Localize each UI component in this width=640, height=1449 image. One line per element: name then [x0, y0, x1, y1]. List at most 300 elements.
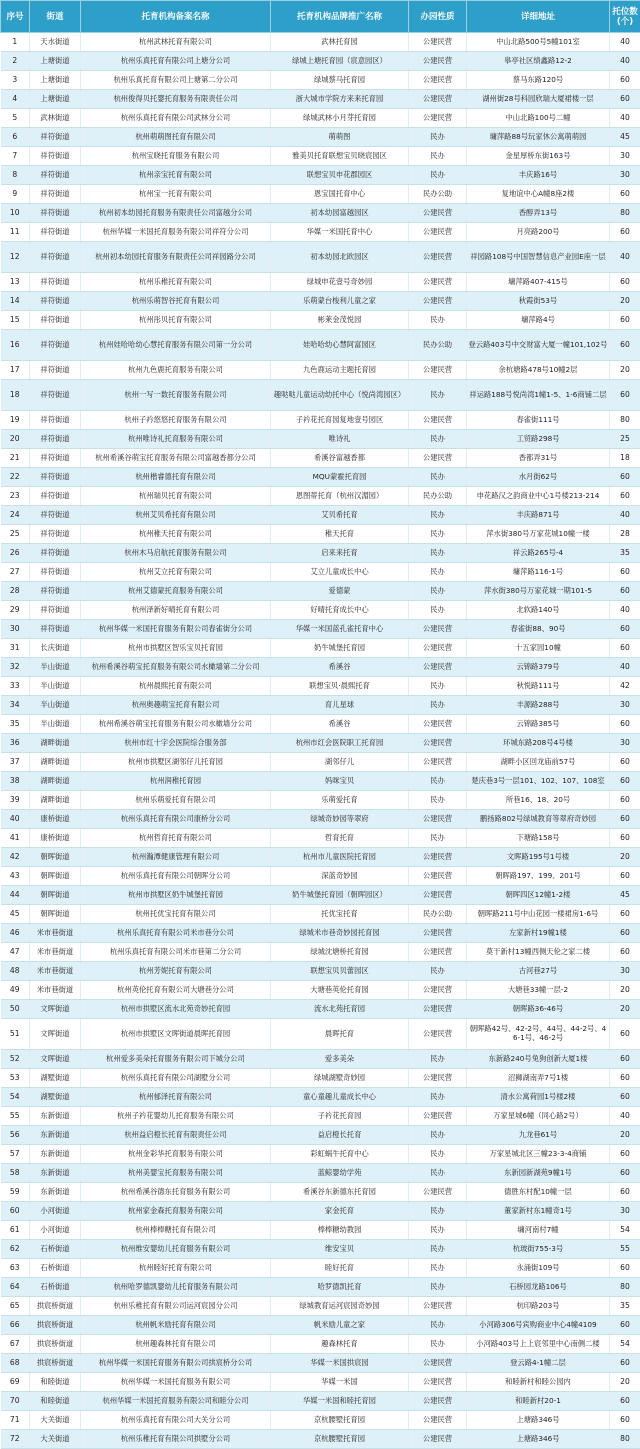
- cell-nature: 民办: [409, 1316, 467, 1335]
- cell-brand-name: 初本幼园北欧园区: [271, 242, 409, 273]
- cell-org-name: 杭州润稚托育园: [81, 772, 271, 791]
- cell-brand-name: 爱多美朵: [271, 1050, 409, 1069]
- table-row: [1, 1430, 640, 1449]
- table-row: [1, 1107, 640, 1126]
- cell-capacity: 60: [610, 273, 640, 292]
- header-nature: 办园性质: [409, 1, 467, 33]
- cell-org-name: 杭州希溪谷萌宝托育服务有限公司富越香都分公司: [81, 449, 271, 468]
- cell-nature: 公建民营: [409, 810, 467, 829]
- cell-nature: 公建民营: [409, 411, 467, 430]
- cell-address: 杭玻街755-3号: [467, 1240, 610, 1259]
- cell-street: 东新街道: [30, 1145, 81, 1164]
- table-row: [1, 292, 640, 311]
- table-row: [1, 90, 640, 109]
- cell-seq: 57: [1, 1145, 30, 1164]
- cell-brand-name: 乐萌爱托育: [271, 791, 409, 810]
- cell-capacity: 60: [610, 867, 640, 886]
- cell-nature: 公建民营: [409, 292, 467, 311]
- cell-address: 登云路4-1幢二层: [467, 1354, 610, 1373]
- cell-nature: 公建民营: [409, 981, 467, 1000]
- cell-org-name: 杭州华媒一米国托育服务有限公司: [81, 1373, 271, 1392]
- cell-seq: 27: [1, 563, 30, 582]
- cell-street: 康桥街道: [30, 829, 81, 848]
- cell-brand-name: 大塘巷英伦托育园: [271, 981, 409, 1000]
- table-row: [1, 128, 640, 147]
- cell-nature: 公建民营: [409, 52, 467, 71]
- cell-capacity: 60: [610, 1316, 640, 1335]
- cell-org-name: 杭州芳妮托育有限公司: [81, 962, 271, 981]
- cell-address: 德胜东村配10幢一层: [467, 1183, 610, 1202]
- cell-nature: 公建民营: [409, 1354, 467, 1373]
- cell-brand-name: 华媒一米国和睦托育园: [271, 1392, 409, 1411]
- cell-org-name: 杭州子衿花婴幼儿托育服务有限公司: [81, 1107, 271, 1126]
- cell-address: 上塘路346号: [467, 1430, 610, 1449]
- cell-capacity: 45: [610, 886, 640, 905]
- table-row: [1, 1126, 640, 1145]
- table-row: [1, 223, 640, 242]
- cell-street: 祥符街道: [30, 620, 81, 639]
- table-row: [1, 1354, 640, 1373]
- cell-nature: 公建民营: [409, 204, 467, 223]
- cell-nature: 公建民营: [409, 620, 467, 639]
- cell-seq: 25: [1, 525, 30, 544]
- cell-address: 皋亭社区绩鑫路12-2: [467, 52, 610, 71]
- cell-brand-name: 托优宝托育: [271, 905, 409, 924]
- cell-capacity: 30: [610, 734, 640, 753]
- cell-street: 祥符街道: [30, 242, 81, 273]
- table-row: [1, 962, 640, 981]
- cell-nature: 民办公助: [409, 330, 467, 361]
- cell-brand-name: 希溪谷: [271, 658, 409, 677]
- cell-org-name: 杭州宝一托育有限公司: [81, 185, 271, 204]
- cell-org-name: 杭州亲宝托育有限公司: [81, 166, 271, 185]
- cell-street: 康桥街道: [30, 810, 81, 829]
- cell-nature: 民办: [409, 1240, 467, 1259]
- cell-seq: 62: [1, 1240, 30, 1259]
- cell-nature: 民办: [409, 166, 467, 185]
- cell-seq: 53: [1, 1069, 30, 1088]
- cell-org-name: 杭州乐稚托育有限公司运河宸园分公司: [81, 1297, 271, 1316]
- header-street: 街道: [30, 1, 81, 33]
- cell-street: 祥符街道: [30, 506, 81, 525]
- cell-address: 环城东路208号4号楼: [467, 734, 610, 753]
- cell-address: 祥园路108号中国智慧信息产业园E座一层: [467, 242, 610, 273]
- cell-nature: 民办: [409, 525, 467, 544]
- cell-address: 和睦新村20-1: [467, 1392, 610, 1411]
- cell-nature: 公建民营: [409, 449, 467, 468]
- table-row: [1, 71, 640, 90]
- cell-org-name: 杭州乐萌爱托育有限公司: [81, 791, 271, 810]
- cell-brand-name: 绿城武林小月芽托育园: [271, 109, 409, 128]
- cell-capacity: 60: [610, 1411, 640, 1430]
- cell-seq: 48: [1, 962, 30, 981]
- cell-address: 石桥园龙路106号: [467, 1278, 610, 1297]
- cell-nature: 民办: [409, 1221, 467, 1240]
- cell-nature: 公建民营: [409, 715, 467, 734]
- cell-org-name: 杭州瑞贝托育有限公司: [81, 487, 271, 506]
- cell-org-name: 杭州金彩华托育服务有限公司: [81, 1145, 271, 1164]
- cell-nature: 公建民营: [409, 886, 467, 905]
- cell-seq: 16: [1, 330, 30, 361]
- cell-street: 祥符街道: [30, 311, 81, 330]
- cell-capacity: 30: [610, 696, 640, 715]
- cell-street: 祥符街道: [30, 273, 81, 292]
- cell-capacity: 60: [610, 1259, 640, 1278]
- cell-street: 朝晖街道: [30, 886, 81, 905]
- table-row: [1, 109, 640, 128]
- cell-nature: 民办: [409, 1050, 467, 1069]
- cell-capacity: 60: [610, 1069, 640, 1088]
- cell-seq: 45: [1, 905, 30, 924]
- cell-street: 朝晖街道: [30, 848, 81, 867]
- cell-capacity: 60: [610, 311, 640, 330]
- cell-capacity: 20: [610, 848, 640, 867]
- cell-seq: 51: [1, 1019, 30, 1050]
- cell-seq: 64: [1, 1278, 30, 1297]
- cell-nature: 公建民营: [409, 867, 467, 886]
- table-row: [1, 411, 640, 430]
- cell-street: 武林街道: [30, 109, 81, 128]
- cell-seq: 35: [1, 715, 30, 734]
- cell-capacity: 60: [610, 620, 640, 639]
- cell-nature: 民办: [409, 1126, 467, 1145]
- cell-seq: 14: [1, 292, 30, 311]
- table-row: [1, 525, 640, 544]
- cell-nature: 民办: [409, 1088, 467, 1107]
- cell-brand-name: 稚天托育: [271, 525, 409, 544]
- cell-org-name: 杭州乐萌智谷托育有限公司: [81, 292, 271, 311]
- cell-capacity: 20: [610, 1373, 640, 1392]
- cell-capacity: 60: [610, 185, 640, 204]
- cell-street: 湖畔街道: [30, 753, 81, 772]
- cell-brand-name: 希溪谷东新德东托育园: [271, 1183, 409, 1202]
- cell-street: 朝晖街道: [30, 905, 81, 924]
- cell-brand-name: 子衿花托育园: [271, 1107, 409, 1126]
- cell-brand-name: 联想宝贝·晨熙托育: [271, 677, 409, 696]
- cell-nature: 公建民营: [409, 1411, 467, 1430]
- cell-nature: 民办: [409, 791, 467, 810]
- cell-seq: 42: [1, 848, 30, 867]
- cell-brand-name: 绿城米市巷奇妙园托育园: [271, 924, 409, 943]
- cell-brand-name: 艾贝希托育: [271, 506, 409, 525]
- cell-capacity: 60: [610, 772, 640, 791]
- cell-address: 中山北路100号二幢: [467, 109, 610, 128]
- cell-org-name: 杭州希溪谷萌宝托育服务有限公司水橄墙第二分公司: [81, 658, 271, 677]
- cell-address: 工贸路298号: [467, 430, 610, 449]
- cell-street: 祥符街道: [30, 147, 81, 166]
- table-row: [1, 867, 640, 886]
- cell-org-name: 杭州希溪谷萌宝托育服务有限公司水橄墙分公司: [81, 715, 271, 734]
- cell-org-name: 杭州帆米励托育有限公司: [81, 1316, 271, 1335]
- cell-capacity: 20: [610, 981, 640, 1000]
- cell-capacity: 54: [610, 1335, 640, 1354]
- cell-street: 祥符街道: [30, 292, 81, 311]
- cell-brand-name: 杭州市儿童医院托育园: [271, 848, 409, 867]
- cell-brand-name: 希溪谷: [271, 715, 409, 734]
- cell-capacity: 60: [610, 487, 640, 506]
- cell-org-name: 杭州艾贝希托育有限公司: [81, 506, 271, 525]
- cell-capacity: 60: [610, 1019, 640, 1050]
- cell-address: 古河巷27号: [467, 962, 610, 981]
- cell-address: 云锦路379号: [467, 658, 610, 677]
- cell-address: 东新园新湖苑9幢1号: [467, 1164, 610, 1183]
- table-row: [1, 147, 640, 166]
- cell-brand-name: 启来来托育: [271, 544, 409, 563]
- cell-brand-name: 绿城申花壹号奇妙园: [271, 273, 409, 292]
- cell-seq: 22: [1, 468, 30, 487]
- cell-brand-name: 浙大城市学院方来来托育园: [271, 90, 409, 109]
- cell-seq: 29: [1, 601, 30, 620]
- cell-nature: 公建民营: [409, 71, 467, 90]
- cell-street: 拱宸桥街道: [30, 1354, 81, 1373]
- cell-street: 石桥街道: [30, 1259, 81, 1278]
- cell-brand-name: 绿城沈塘桥托育园: [271, 943, 409, 962]
- cell-nature: 民办: [409, 1259, 467, 1278]
- cell-capacity: 30: [610, 962, 640, 981]
- cell-capacity: 42: [610, 677, 640, 696]
- cell-nature: 公建民营: [409, 361, 467, 380]
- cell-address: 春雀街111号: [467, 411, 610, 430]
- cell-nature: 民办: [409, 677, 467, 696]
- cell-street: 祥符街道: [30, 223, 81, 242]
- cell-seq: 12: [1, 242, 30, 273]
- cell-address: 丰庆路871号: [467, 506, 610, 525]
- table-row: [1, 204, 640, 223]
- cell-address: 湖畔小区回龙庙前57号: [467, 753, 610, 772]
- cell-capacity: 35: [610, 1297, 640, 1316]
- table-row: [1, 677, 640, 696]
- cell-capacity: 30: [610, 1202, 640, 1221]
- cell-address: 湖州街28号科园欣瑞大厦裙楼一层: [467, 90, 610, 109]
- cell-seq: 2: [1, 52, 30, 71]
- cell-org-name: 杭州乐真托育有限公司朝晖分公司: [81, 867, 271, 886]
- cell-capacity: 60: [610, 753, 640, 772]
- table-row: [1, 658, 640, 677]
- cell-capacity: 60: [610, 791, 640, 810]
- cell-seq: 5: [1, 109, 30, 128]
- cell-street: 半山街道: [30, 677, 81, 696]
- cell-brand-name: 京杭腰墅托育园: [271, 1430, 409, 1449]
- cell-address: 沼狮湖南弄7号1楼: [467, 1069, 610, 1088]
- table-row: [1, 1069, 640, 1088]
- cell-org-name: 杭州晨熙托育有限公司: [81, 677, 271, 696]
- cell-seq: 55: [1, 1107, 30, 1126]
- cell-brand-name: 恩宝国托育中心: [271, 185, 409, 204]
- cell-capacity: 60: [610, 563, 640, 582]
- cell-brand-name: 绿城奇妙园等翠府: [271, 810, 409, 829]
- cell-capacity: 80: [610, 1430, 640, 1449]
- cell-street: 东新街道: [30, 1164, 81, 1183]
- table-row: [1, 924, 640, 943]
- table-row: [1, 1278, 640, 1297]
- cell-capacity: 40: [610, 33, 640, 52]
- table-row: [1, 361, 640, 380]
- table-row: [1, 544, 640, 563]
- cell-brand-name: 绿城教育运河宸园奇妙园: [271, 1297, 409, 1316]
- cell-capacity: 40: [610, 506, 640, 525]
- cell-seq: 41: [1, 829, 30, 848]
- cell-street: 祥符街道: [30, 563, 81, 582]
- cell-brand-name: 湖邻仔儿: [271, 753, 409, 772]
- cell-address: 萍水街380号万家花城一期101-5: [467, 582, 610, 601]
- table-row: [1, 563, 640, 582]
- cell-brand-name: 京杭腰墅托育园: [271, 1411, 409, 1430]
- cell-org-name: 杭州萌萌图托育有限公司: [81, 128, 271, 147]
- cell-address: 小河路403号上上宸邻里中心南侧二楼: [467, 1335, 610, 1354]
- cell-address: 朝晖路42号、42-2号、44号、44-2号、46-1号、46-2号: [467, 1019, 610, 1050]
- cell-address: 复地谊中心A幢8座2楼: [467, 185, 610, 204]
- cell-nature: 公建民营: [409, 658, 467, 677]
- cell-nature: 公建民营: [409, 924, 467, 943]
- table-row: [1, 696, 640, 715]
- cell-org-name: 杭州泽新好晴托育有限公司: [81, 601, 271, 620]
- cell-capacity: 60: [610, 1050, 640, 1069]
- cell-org-name: 杭州唯诗礼托育服务有限公司: [81, 430, 271, 449]
- cell-org-name: 杭州华媒一米国托育服务有限公司春雀街分公司: [81, 620, 271, 639]
- cell-seq: 6: [1, 128, 30, 147]
- cell-street: 上塘街道: [30, 90, 81, 109]
- table-row: [1, 1145, 640, 1164]
- cell-seq: 65: [1, 1297, 30, 1316]
- cell-seq: 11: [1, 223, 30, 242]
- cell-address: 杭印路203号: [467, 1297, 610, 1316]
- header-org-name: 托育机构备案名称: [81, 1, 271, 33]
- table-row: [1, 1335, 640, 1354]
- cell-address: 墉萍路4号: [467, 311, 610, 330]
- cell-address: 丰庆路16号: [467, 166, 610, 185]
- table-row: [1, 273, 640, 292]
- cell-street: 上塘街道: [30, 52, 81, 71]
- table-row: [1, 829, 640, 848]
- table-row: [1, 1202, 640, 1221]
- cell-org-name: 杭州乐真托育有限公司米市巷第二分公司: [81, 943, 271, 962]
- cell-org-name: 杭州郁泽托育有限公司: [81, 1088, 271, 1107]
- cell-org-name: 杭州艾德蒙托育服务有限公司: [81, 582, 271, 601]
- cell-address: 十五家园10幢: [467, 639, 610, 658]
- cell-capacity: 60: [610, 468, 640, 487]
- cell-org-name: 杭州华媒一米国托育服务有限公司祥符分公司: [81, 223, 271, 242]
- cell-address: 和睦新村和睦公园内: [467, 1373, 610, 1392]
- cell-seq: 23: [1, 487, 30, 506]
- cell-seq: 4: [1, 90, 30, 109]
- cell-street: 湖畔街道: [30, 772, 81, 791]
- cell-nature: 民办: [409, 1202, 467, 1221]
- cell-seq: 33: [1, 677, 30, 696]
- cell-seq: 60: [1, 1202, 30, 1221]
- cell-org-name: 杭州华媒一米国托育服务有限公司拱宸桥分公司: [81, 1354, 271, 1373]
- cell-street: 石桥街道: [30, 1278, 81, 1297]
- cell-nature: 公建民营: [409, 109, 467, 128]
- cell-brand-name: 童心童趣儿童成长中心: [271, 1088, 409, 1107]
- cell-street: 拱宸桥街道: [30, 1297, 81, 1316]
- table-row: [1, 734, 640, 753]
- cell-org-name: 杭州棒棒糖托育有限公司: [81, 1221, 271, 1240]
- cell-capacity: 20: [610, 361, 640, 380]
- cell-seq: 49: [1, 981, 30, 1000]
- cell-brand-name: 娃哈哈幼心慧阿富园区: [271, 330, 409, 361]
- cell-capacity: 60: [610, 924, 640, 943]
- header-brand-name: 托育机构品牌推广名称: [271, 1, 409, 33]
- cell-brand-name: 绿城上塘托育园（宸意园区）: [271, 52, 409, 71]
- cell-brand-name: 益启橙长托育: [271, 1126, 409, 1145]
- cell-seq: 71: [1, 1411, 30, 1430]
- cell-nature: 公建民营: [409, 848, 467, 867]
- table-row: [1, 1316, 640, 1335]
- cell-nature: 公建民营: [409, 90, 467, 109]
- cell-nature: 公建民营: [409, 943, 467, 962]
- cell-org-name: 杭州木马启航托育服务有限公司: [81, 544, 271, 563]
- cell-brand-name: 深蓝奇妙园: [271, 867, 409, 886]
- cell-capacity: 80: [610, 1278, 640, 1297]
- cell-address: 莫干新村13幢西侧天伦之家二楼: [467, 943, 610, 962]
- cell-org-name: 杭州美婴宝托育服务有限公司: [81, 1164, 271, 1183]
- table-row: [1, 886, 640, 905]
- cell-nature: 民办公助: [409, 185, 467, 204]
- cell-brand-name: 初本幼园富越园区: [271, 204, 409, 223]
- cell-street: 文晖街道: [30, 1000, 81, 1019]
- cell-seq: 24: [1, 506, 30, 525]
- cell-street: 祥符街道: [30, 487, 81, 506]
- cell-address: 万家星城6幢（同心路2号）: [467, 1107, 610, 1126]
- cell-brand-name: MQU蒙霍托育园: [271, 468, 409, 487]
- cell-brand-name: 萌萌图: [271, 128, 409, 147]
- cell-street: 东新街道: [30, 1183, 81, 1202]
- table-row: [1, 905, 640, 924]
- cell-address: 楚庆巷3号一层101、102、107、108室: [467, 772, 610, 791]
- cell-seq: 21: [1, 449, 30, 468]
- cell-brand-name: 恩图蒂托育（杭州汉湄园）: [271, 487, 409, 506]
- cell-seq: 10: [1, 204, 30, 223]
- cell-brand-name: 华媒一米国托育中心: [271, 223, 409, 242]
- cell-seq: 70: [1, 1392, 30, 1411]
- cell-nature: 公建民营: [409, 33, 467, 52]
- cell-org-name: 杭州乐真托育有限公司上塘第二分公司: [81, 71, 271, 90]
- cell-address: 所巷16、18、20号: [467, 791, 610, 810]
- cell-capacity: 60: [610, 943, 640, 962]
- cell-org-name: 杭州爱多美朵托育服务有限公司下城分公司: [81, 1050, 271, 1069]
- cell-seq: 59: [1, 1183, 30, 1202]
- cell-address: 墉萍路116-1号: [467, 563, 610, 582]
- cell-street: 朝晖街道: [30, 867, 81, 886]
- cell-capacity: 30: [610, 166, 640, 185]
- cell-brand-name: 唯诗礼: [271, 430, 409, 449]
- cell-seq: 63: [1, 1259, 30, 1278]
- cell-org-name: 杭州稚天托育有限公司: [81, 525, 271, 544]
- cell-seq: 46: [1, 924, 30, 943]
- cell-address: 余杭塘路478号10幢2层: [467, 361, 610, 380]
- cell-seq: 52: [1, 1050, 30, 1069]
- cell-org-name: 杭州托优宝托育有限公司: [81, 905, 271, 924]
- cell-org-name: 杭州英伦托育有限公司大塘巷分公司: [81, 981, 271, 1000]
- cell-brand-name: 棒棒糖幼教园: [271, 1221, 409, 1240]
- cell-capacity: 60: [610, 71, 640, 90]
- cell-org-name: 杭州俊得贝托婴托育服务有限责任公司: [81, 90, 271, 109]
- cell-street: 小河街道: [30, 1221, 81, 1240]
- table-row: [1, 1240, 640, 1259]
- cell-brand-name: 哈罗德凯托育: [271, 1278, 409, 1297]
- cell-nature: 民办: [409, 696, 467, 715]
- cell-street: 祥符街道: [30, 411, 81, 430]
- cell-capacity: 60: [610, 1145, 640, 1164]
- table-row: [1, 1411, 640, 1430]
- cell-capacity: 35: [610, 544, 640, 563]
- cell-address: 董家新村东1幢奇1号: [467, 1202, 610, 1221]
- cell-capacity: 60: [610, 1164, 640, 1183]
- cell-capacity: 30: [610, 147, 640, 166]
- cell-address: 上塘路346号: [467, 1411, 610, 1430]
- table-row: [1, 772, 640, 791]
- cell-street: 祥符街道: [30, 525, 81, 544]
